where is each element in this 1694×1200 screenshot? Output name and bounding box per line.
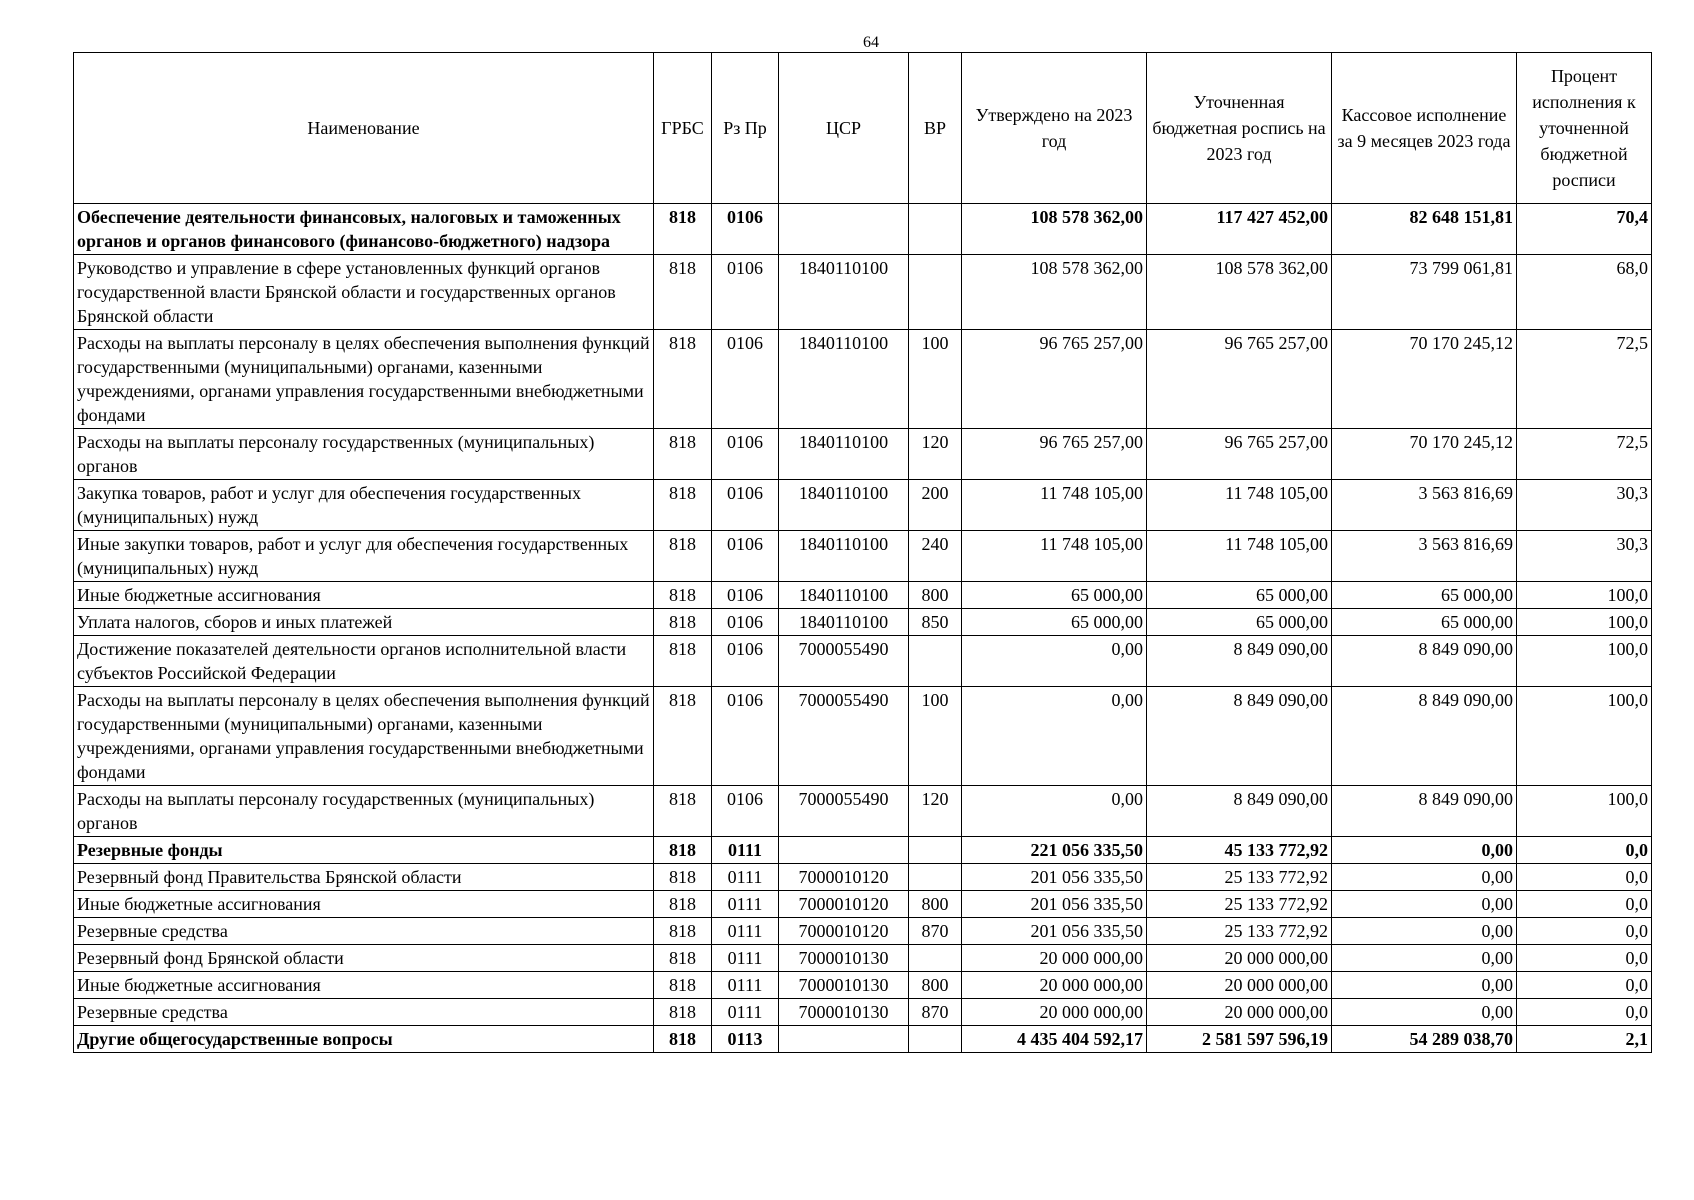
table-row	[74, 1026, 1652, 1053]
cell-approved: 65 000,00	[962, 609, 1147, 636]
cell-cash: 54 289 038,70	[1332, 1026, 1517, 1053]
cell-approved: 108 578 362,00	[962, 204, 1147, 255]
table-row	[74, 636, 1652, 687]
cell-approved: 201 056 335,50	[962, 864, 1147, 891]
cell-approved: 0,00	[962, 687, 1147, 786]
cell-name: Уплата налогов, сборов и иных платежей	[74, 609, 654, 636]
cell-rzpr: 0111	[712, 864, 779, 891]
cell-cash: 0,00	[1332, 999, 1517, 1026]
cell-name: Другие общегосударственные вопросы	[74, 1026, 654, 1053]
cell-rzpr: 0111	[712, 837, 779, 864]
cell-refined: 25 133 772,92	[1147, 891, 1332, 918]
cell-name: Расходы на выплаты персоналу в целях обеспечения выполнения функций государственными (муниципальными) органами, казенными учреждениями, органами управления государственными внебюджетными фондами	[74, 330, 654, 429]
cell-percent: 100,0	[1517, 609, 1652, 636]
cell-csr: 1840110100	[779, 480, 909, 531]
cell-grbs: 818	[654, 945, 712, 972]
cell-csr	[779, 1026, 909, 1053]
cell-csr: 7000055490	[779, 786, 909, 837]
table-row	[74, 786, 1652, 837]
cell-csr: 7000010130	[779, 972, 909, 999]
cell-cash: 65 000,00	[1332, 609, 1517, 636]
cell-vr: 200	[909, 480, 962, 531]
cell-name: Достижение показателей деятельности органов исполнительной власти субъектов Российской Федерации	[74, 636, 654, 687]
budget-table	[73, 52, 1652, 1053]
cell-refined: 11 748 105,00	[1147, 480, 1332, 531]
table-row	[74, 429, 1652, 480]
cell-grbs: 818	[654, 480, 712, 531]
cell-approved: 65 000,00	[962, 582, 1147, 609]
cell-csr: 1840110100	[779, 582, 909, 609]
cell-rzpr: 0106	[712, 330, 779, 429]
cell-csr: 1840110100	[779, 531, 909, 582]
cell-approved: 11 748 105,00	[962, 531, 1147, 582]
cell-refined: 8 849 090,00	[1147, 786, 1332, 837]
cell-cash: 8 849 090,00	[1332, 786, 1517, 837]
cell-rzpr: 0106	[712, 786, 779, 837]
table-row	[74, 837, 1652, 864]
cell-csr: 7000010120	[779, 864, 909, 891]
cell-vr: 800	[909, 582, 962, 609]
cell-refined: 65 000,00	[1147, 582, 1332, 609]
cell-grbs: 818	[654, 864, 712, 891]
cell-rzpr: 0106	[712, 636, 779, 687]
cell-csr: 7000010120	[779, 891, 909, 918]
cell-grbs: 818	[654, 609, 712, 636]
cell-vr	[909, 864, 962, 891]
cell-rzpr: 0106	[712, 531, 779, 582]
cell-percent: 0,0	[1517, 945, 1652, 972]
cell-grbs: 818	[654, 786, 712, 837]
cell-cash: 0,00	[1332, 945, 1517, 972]
cell-csr	[779, 837, 909, 864]
cell-grbs: 818	[654, 636, 712, 687]
cell-refined: 65 000,00	[1147, 609, 1332, 636]
column-header-name: Наименование	[74, 53, 654, 204]
cell-csr: 7000010120	[779, 918, 909, 945]
cell-csr: 1840110100	[779, 330, 909, 429]
cell-refined: 117 427 452,00	[1147, 204, 1332, 255]
cell-vr: 120	[909, 786, 962, 837]
cell-vr	[909, 636, 962, 687]
table-row	[74, 687, 1652, 786]
cell-refined: 25 133 772,92	[1147, 918, 1332, 945]
table-row	[74, 480, 1652, 531]
table-row	[74, 945, 1652, 972]
cell-refined: 20 000 000,00	[1147, 945, 1332, 972]
cell-percent: 0,0	[1517, 918, 1652, 945]
table-row	[74, 330, 1652, 429]
cell-cash: 70 170 245,12	[1332, 330, 1517, 429]
cell-refined: 8 849 090,00	[1147, 687, 1332, 786]
cell-name: Обеспечение деятельности финансовых, налоговых и таможенных органов и органов финансового (финансово-бюджетного) надзора	[74, 204, 654, 255]
cell-vr	[909, 945, 962, 972]
table-body	[74, 204, 1652, 1053]
cell-rzpr: 0106	[712, 255, 779, 330]
cell-vr: 870	[909, 999, 962, 1026]
cell-rzpr: 0113	[712, 1026, 779, 1053]
column-header-approved: Утверждено на 2023 год	[962, 53, 1147, 204]
cell-vr: 100	[909, 330, 962, 429]
cell-grbs: 818	[654, 582, 712, 609]
table-row	[74, 531, 1652, 582]
cell-percent: 100,0	[1517, 687, 1652, 786]
cell-name: Расходы на выплаты персоналу в целях обеспечения выполнения функций государственными (муниципальными) органами, казенными учреждениями, органами управления государственными внебюджетными фондами	[74, 687, 654, 786]
column-header-cash: Кассовое исполнение за 9 месяцев 2023 года	[1332, 53, 1517, 204]
column-header-grbs: ГРБС	[654, 53, 712, 204]
cell-csr: 1840110100	[779, 255, 909, 330]
cell-cash: 8 849 090,00	[1332, 687, 1517, 786]
cell-name: Расходы на выплаты персоналу государственных (муниципальных) органов	[74, 786, 654, 837]
cell-name: Резервный фонд Правительства Брянской области	[74, 864, 654, 891]
cell-rzpr: 0106	[712, 609, 779, 636]
cell-percent: 0,0	[1517, 864, 1652, 891]
cell-refined: 20 000 000,00	[1147, 999, 1332, 1026]
cell-percent: 2,1	[1517, 1026, 1652, 1053]
table-row	[74, 918, 1652, 945]
cell-name: Иные бюджетные ассигнования	[74, 972, 654, 999]
cell-percent: 0,0	[1517, 999, 1652, 1026]
cell-name: Расходы на выплаты персоналу государственных (муниципальных) органов	[74, 429, 654, 480]
table-row	[74, 891, 1652, 918]
cell-csr	[779, 204, 909, 255]
column-header-csr: ЦСР	[779, 53, 909, 204]
cell-rzpr: 0111	[712, 918, 779, 945]
cell-name: Иные бюджетные ассигнования	[74, 891, 654, 918]
cell-approved: 4 435 404 592,17	[962, 1026, 1147, 1053]
cell-grbs: 818	[654, 999, 712, 1026]
cell-grbs: 818	[654, 531, 712, 582]
cell-percent: 30,3	[1517, 531, 1652, 582]
table-row	[74, 609, 1652, 636]
cell-approved: 201 056 335,50	[962, 891, 1147, 918]
cell-grbs: 818	[654, 1026, 712, 1053]
cell-rzpr: 0111	[712, 972, 779, 999]
cell-approved: 11 748 105,00	[962, 480, 1147, 531]
cell-grbs: 818	[654, 891, 712, 918]
cell-name: Закупка товаров, работ и услуг для обеспечения государственных (муниципальных) нужд	[74, 480, 654, 531]
cell-percent: 30,3	[1517, 480, 1652, 531]
table-row	[74, 999, 1652, 1026]
cell-name: Иные бюджетные ассигнования	[74, 582, 654, 609]
cell-refined: 25 133 772,92	[1147, 864, 1332, 891]
cell-vr	[909, 1026, 962, 1053]
cell-approved: 0,00	[962, 636, 1147, 687]
cell-percent: 72,5	[1517, 429, 1652, 480]
cell-refined: 20 000 000,00	[1147, 972, 1332, 999]
cell-cash: 0,00	[1332, 864, 1517, 891]
cell-name: Резервные средства	[74, 999, 654, 1026]
cell-vr: 800	[909, 972, 962, 999]
column-header-vr: ВР	[909, 53, 962, 204]
cell-grbs: 818	[654, 687, 712, 786]
cell-cash: 0,00	[1332, 918, 1517, 945]
cell-name: Резервные фонды	[74, 837, 654, 864]
cell-approved: 20 000 000,00	[962, 945, 1147, 972]
cell-vr: 240	[909, 531, 962, 582]
cell-vr	[909, 837, 962, 864]
cell-grbs: 818	[654, 255, 712, 330]
cell-cash: 3 563 816,69	[1332, 531, 1517, 582]
cell-csr: 1840110100	[779, 609, 909, 636]
cell-cash: 0,00	[1332, 972, 1517, 999]
cell-grbs: 818	[654, 330, 712, 429]
cell-refined: 2 581 597 596,19	[1147, 1026, 1332, 1053]
cell-cash: 65 000,00	[1332, 582, 1517, 609]
cell-rzpr: 0111	[712, 891, 779, 918]
cell-approved: 0,00	[962, 786, 1147, 837]
cell-cash: 0,00	[1332, 837, 1517, 864]
cell-name: Резервные средства	[74, 918, 654, 945]
cell-vr	[909, 204, 962, 255]
cell-vr: 870	[909, 918, 962, 945]
cell-rzpr: 0111	[712, 999, 779, 1026]
table-row	[74, 972, 1652, 999]
cell-refined: 8 849 090,00	[1147, 636, 1332, 687]
cell-grbs: 818	[654, 204, 712, 255]
cell-cash: 70 170 245,12	[1332, 429, 1517, 480]
cell-approved: 96 765 257,00	[962, 429, 1147, 480]
cell-cash: 3 563 816,69	[1332, 480, 1517, 531]
cell-vr: 800	[909, 891, 962, 918]
cell-csr: 7000055490	[779, 636, 909, 687]
cell-vr: 100	[909, 687, 962, 786]
cell-csr: 1840110100	[779, 429, 909, 480]
cell-csr: 7000010130	[779, 999, 909, 1026]
cell-rzpr: 0111	[712, 945, 779, 972]
cell-rzpr: 0106	[712, 480, 779, 531]
cell-approved: 108 578 362,00	[962, 255, 1147, 330]
cell-name: Резервный фонд Брянской области	[74, 945, 654, 972]
column-header-rzpr: Рз Пр	[712, 53, 779, 204]
table-header	[74, 53, 1652, 204]
cell-rzpr: 0106	[712, 204, 779, 255]
cell-cash: 73 799 061,81	[1332, 255, 1517, 330]
cell-vr: 120	[909, 429, 962, 480]
cell-approved: 20 000 000,00	[962, 972, 1147, 999]
page-number: 64	[863, 34, 879, 51]
cell-cash: 8 849 090,00	[1332, 636, 1517, 687]
cell-vr	[909, 255, 962, 330]
cell-vr: 850	[909, 609, 962, 636]
cell-percent: 70,4	[1517, 204, 1652, 255]
cell-refined: 108 578 362,00	[1147, 255, 1332, 330]
cell-csr: 7000055490	[779, 687, 909, 786]
cell-refined: 45 133 772,92	[1147, 837, 1332, 864]
table-row	[74, 255, 1652, 330]
cell-rzpr: 0106	[712, 429, 779, 480]
cell-percent: 100,0	[1517, 786, 1652, 837]
table-row	[74, 582, 1652, 609]
cell-percent: 100,0	[1517, 636, 1652, 687]
cell-grbs: 818	[654, 918, 712, 945]
column-header-refined: Уточненная бюджетная роспись на 2023 год	[1147, 53, 1332, 204]
cell-name: Руководство и управление в сфере установленных функций органов государственной власти Брянской области и государственных органов Брянской области	[74, 255, 654, 330]
cell-rzpr: 0106	[712, 687, 779, 786]
cell-cash: 0,00	[1332, 891, 1517, 918]
cell-grbs: 818	[654, 837, 712, 864]
cell-percent: 0,0	[1517, 891, 1652, 918]
table-row	[74, 204, 1652, 255]
cell-name: Иные закупки товаров, работ и услуг для обеспечения государственных (муниципальных) нужд	[74, 531, 654, 582]
cell-approved: 20 000 000,00	[962, 999, 1147, 1026]
cell-refined: 96 765 257,00	[1147, 330, 1332, 429]
cell-percent: 0,0	[1517, 972, 1652, 999]
cell-percent: 72,5	[1517, 330, 1652, 429]
cell-percent: 0,0	[1517, 837, 1652, 864]
cell-refined: 11 748 105,00	[1147, 531, 1332, 582]
cell-approved: 201 056 335,50	[962, 918, 1147, 945]
cell-csr: 7000010130	[779, 945, 909, 972]
cell-approved: 96 765 257,00	[962, 330, 1147, 429]
cell-percent: 68,0	[1517, 255, 1652, 330]
column-header-percent: Процент исполнения к уточненной бюджетной росписи	[1517, 53, 1652, 204]
cell-rzpr: 0106	[712, 582, 779, 609]
cell-cash: 82 648 151,81	[1332, 204, 1517, 255]
cell-percent: 100,0	[1517, 582, 1652, 609]
cell-refined: 96 765 257,00	[1147, 429, 1332, 480]
cell-grbs: 818	[654, 429, 712, 480]
cell-grbs: 818	[654, 972, 712, 999]
table-row	[74, 864, 1652, 891]
cell-approved: 221 056 335,50	[962, 837, 1147, 864]
